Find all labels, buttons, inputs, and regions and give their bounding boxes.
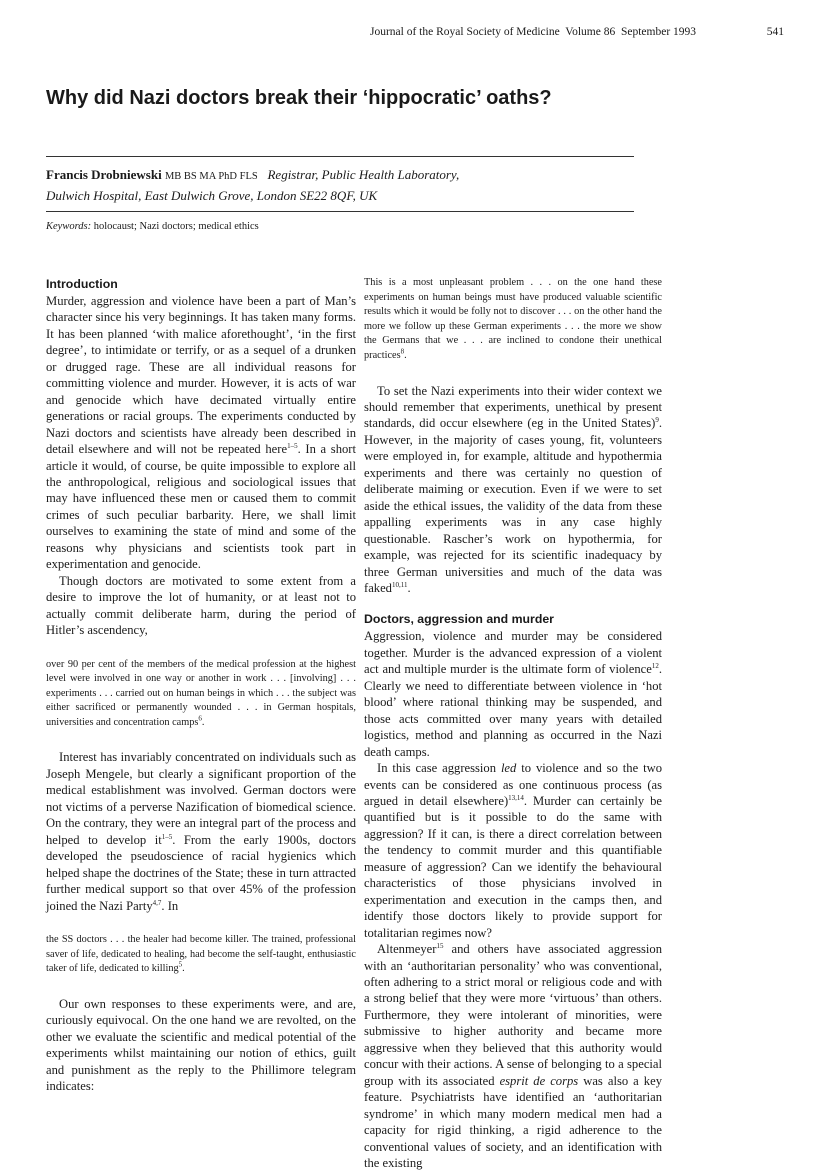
author-qualifications: MB BS MA PhD FLS [164,171,258,182]
left-column [46,276,356,1095]
author-name: Francis Drobniewski [46,167,162,182]
author-affiliation-line1: Registrar, Public Health Laboratory, [267,167,460,182]
citation: 9 [655,416,659,425]
citation: 6 [198,714,202,723]
citation: 5 [178,960,183,969]
block-quote: This is a most unpleasant problem . . . on the one hand these experiments on human beings must have produced valuable scientific results which it would be folly not to discover . . . on the other hand the more we follow up these German experiments . . . the more we show the Germans that we . . . are inclined to condone their unethical practices$^8$. [364,277,662,361]
bottom-divider [46,211,634,212]
keywords-list: holocaust; Nazi doctors; medical ethics [93,221,259,232]
paragraph: In this case aggression led to violence and so the two events can be considered as one continuous process (as argued in detail elsewhere)$^{13,14}$. Murder can certainly be quantified but is it possible to do the same with aggression? If it can, is there a direct correlation between the tendency to commit murder and this quantifiable measure of aggression? Can we identify the behavioural characteristics of those physicians involved in experimentation and execution in the camps then, and identify those doctors likely to provide support for totalitarian regimes now? [364,761,662,940]
paragraph: To set the Nazi experiments into their wider context we should remember that experiments, unethical by present standards, did occur elsewhere (eg in the United States)$^9$. However, in the majority of cases young, fit, volunteers were employed in, for example, altitude and hypothermia experiments and there was certainly no question of deliberate maiming or execution. Even if we were to set aside the ethical issues, the validity of the data from these appalling experiments was in any case highly questionable. Rascher’s work on hypothermia, for example, was rejected for its scientific inadequacy by three German universities and much of the data was faked$^{10,11}$. [364,383,662,595]
citation: 12 [651,662,659,671]
citation: 1–5 [287,441,298,450]
paragraph: Murder, aggression and violence have been a part of Man’s character since his very beginnings. It has taken many forms. It has been planned ‘with malice aforethought’, ‘in the first degree’, to intimidate or terrify, or as a sequel of a drunken or drugged rage. These are all individual reasons for committing violence and murder. However, it is acts of war and genocide which have decimated virtually entire generations or racial groups. The experiments conducted by Nazi doctors and scientists have already been described in detail elsewhere and will not be repeated here$^{1-5}$. In a short article it would, of course, be quite impossible to explore all the anthropological, religious and sociological issues that may have influenced these men or caused them to commit crimes of such peculiar barbarity. Here, we shall limit ourselves to examining the state of mind and some of the reasons why physicians and scientists took part in experimentation and genocide. [46,294,356,572]
citation: 4,7 [152,898,162,907]
citation: 8 [400,347,405,356]
block-quote: over 90 per cent of the members of the medical profession at the highest level were involved in one way or another in work . . . [involving] . . . experiments . . . carried out on human beings in which . . . the subject was either sacrificed or permanently wounded . . . in German hospitals, universities and concentration camps$^6$. [46,658,356,728]
block-quote: the SS doctors . . . the healer had become killer. The trained, professional saver of life, dedicated to healing, had become the self-taught, enthusiastic taker of life, dedicated to killing$^5$. [46,934,356,975]
page-number: 541 [766,26,784,38]
citation: 13,14 [508,793,524,802]
paragraph: Aggression, violence and murder may be considered together. Murder is the advanced expression of a violent act and multiple murder is the ultimate form of violence$^{12}$. Clearly we need to differentiate between violence in ‘hot blood’ where rational thinking may be suspended, and those acts committed over many years with detailed logistics, method and planning as occurred in the Nazi death camps. [364,629,662,759]
citation: 15 [436,941,444,950]
author-block [46,165,636,205]
keywords-label: Keywords: [46,221,92,232]
author-affiliation-line2: Dulwich Hospital, East Dulwich Grove, London SE22 8QF, UK [46,188,378,203]
journal-volume: Volume 86 [565,26,616,38]
section-heading-doctors-aggression: Doctors, aggression and murder [364,612,554,627]
paragraph: Altenmeyer$^{15}$ and others have associated aggression with an ‘authoritarian personality’ who was conventional, often adhering to a strict moral or religious code and with a strong belief that they were more ‘virtuous’ than others. Furthermore, they were intolerant of minorities, were submissive to higher authority and became more aggressive when they believed that this authority would concur with their actions. A sense of belonging to a special group with its associated esprit de corps was also a key feature. Psychiatrists have identified an ‘authoritarian syndrome’ in which many modern medical men had a capacity for rigid thinking, a rigid adherence to the conventional values of society, and an identification with the existing [364,941,662,1170]
right-column [364,276,662,1171]
top-divider [46,156,634,157]
article-title: Why did Nazi doctors break their ‘hippocratic’ oaths? [46,87,552,109]
citation: 10,11 [391,580,408,589]
paragraph: Interest has invariably concentrated on individuals such as Joseph Mengele, but clearly a significant proportion of the medical establishment was involved. German doctors were not victims of a perverse Nazification of biomedical science. On the contrary, they were an integral part of the process and helped to develop $it^{1-5}$. From the early 1900s, doctors developed the pseudoscience of racial hygienics which helped shape the doctrines of the State; these in turn attracted further medical support so that over 45% of the profession joined the Nazi Party$^{4,7}$. In [46,750,356,913]
paragraph: Our own responses to these experiments were, and are, curiously equivocal. On the one hand we are revolted, on the other we evaluate the scientific and medical potential of the experiments whilst maintaining our notion of ethics, guilt and punishment as the reply to the Phillimore telegram indicates: [46,996,356,1094]
paragraph: Though doctors are motivated to some extent from a desire to improve the lot of humanity, or at least not to actually commit deliberate harm, during the period of Hitler’s ascendency, [46,573,356,638]
section-heading-introduction: Introduction [46,277,118,291]
journal-name: Journal of the Royal Society of Medicine [370,26,560,38]
keywords [46,220,636,234]
issue-date: September 1993 [620,26,697,38]
citation: 1–5 [161,832,173,841]
running-head [370,26,800,38]
